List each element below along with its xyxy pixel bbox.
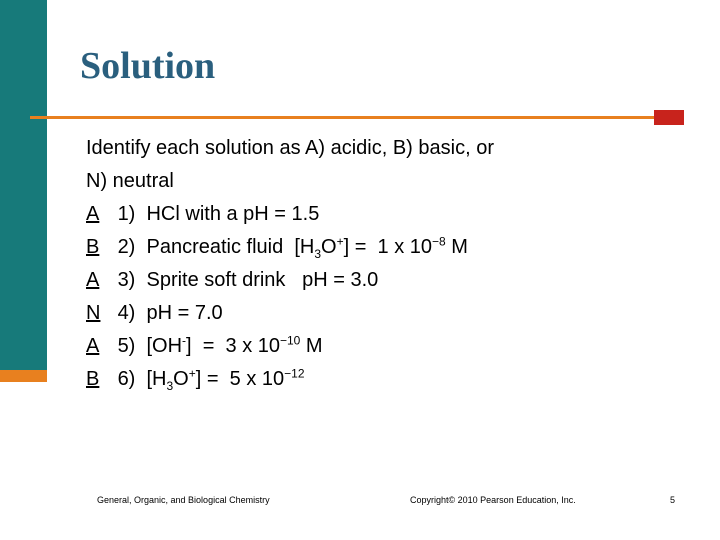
list-item <box>86 264 686 297</box>
exponent: −12 <box>284 366 305 381</box>
list-item <box>86 297 686 330</box>
subscript: 3 <box>314 247 322 261</box>
side-accent-orange <box>0 370 47 382</box>
item-text: [H <box>146 368 167 390</box>
item-number: 4) <box>117 302 136 324</box>
footer-copyright: Copyright© 2010 Pearson Education, Inc. <box>410 495 576 505</box>
item-text: O <box>173 368 189 390</box>
item-text: Sprite soft drink pH = 3.0 <box>146 269 379 291</box>
answer-letter: B <box>86 368 100 390</box>
answer-letter: B <box>86 236 100 258</box>
item-text: ] = 5 x 10 <box>195 368 285 390</box>
item-number: 1) <box>117 203 136 225</box>
item-text: pH = 7.0 <box>146 302 223 324</box>
item-text: [OH <box>146 335 183 357</box>
page-number: 5 <box>670 495 676 505</box>
exponent: −10 <box>280 333 301 348</box>
answer-letter: A <box>86 335 100 357</box>
item-unit: M <box>445 236 468 258</box>
instruction-line: Identify each solution as A) acidic, B) basic, or <box>86 137 494 159</box>
slide-title: Solution <box>80 45 216 87</box>
footer-course: General, Organic, and Biological Chemistry <box>97 495 270 505</box>
list-item <box>86 363 686 396</box>
list-item <box>86 198 686 231</box>
answer-letter: A <box>86 269 100 291</box>
exponent: −8 <box>432 234 446 249</box>
list-item <box>86 231 686 264</box>
item-text: ] = 1 x 10 <box>343 236 432 258</box>
instruction-line: N) neutral <box>86 170 174 192</box>
answer-letter: A <box>86 203 100 225</box>
answer-letter: N <box>86 302 101 324</box>
item-number: 2) <box>117 236 136 258</box>
item-unit: M <box>300 335 323 357</box>
item-number: 6) <box>117 368 136 390</box>
item-text: O <box>321 236 337 258</box>
superscript: + <box>188 366 196 381</box>
side-accent-bar <box>0 0 47 370</box>
item-text: HCl with a pH = 1.5 <box>146 203 320 225</box>
item-number: 3) <box>117 269 136 291</box>
item-number: 5) <box>117 335 136 357</box>
title-divider-accent <box>654 110 684 125</box>
item-text: Pancreatic fluid [H <box>146 236 315 258</box>
superscript: - <box>182 333 187 348</box>
list-item <box>86 330 686 363</box>
item-text: ] = 3 x 10 <box>186 335 280 357</box>
slide-body <box>86 132 686 396</box>
subscript: 3 <box>166 379 174 393</box>
title-divider <box>30 116 654 119</box>
superscript: + <box>336 234 344 249</box>
